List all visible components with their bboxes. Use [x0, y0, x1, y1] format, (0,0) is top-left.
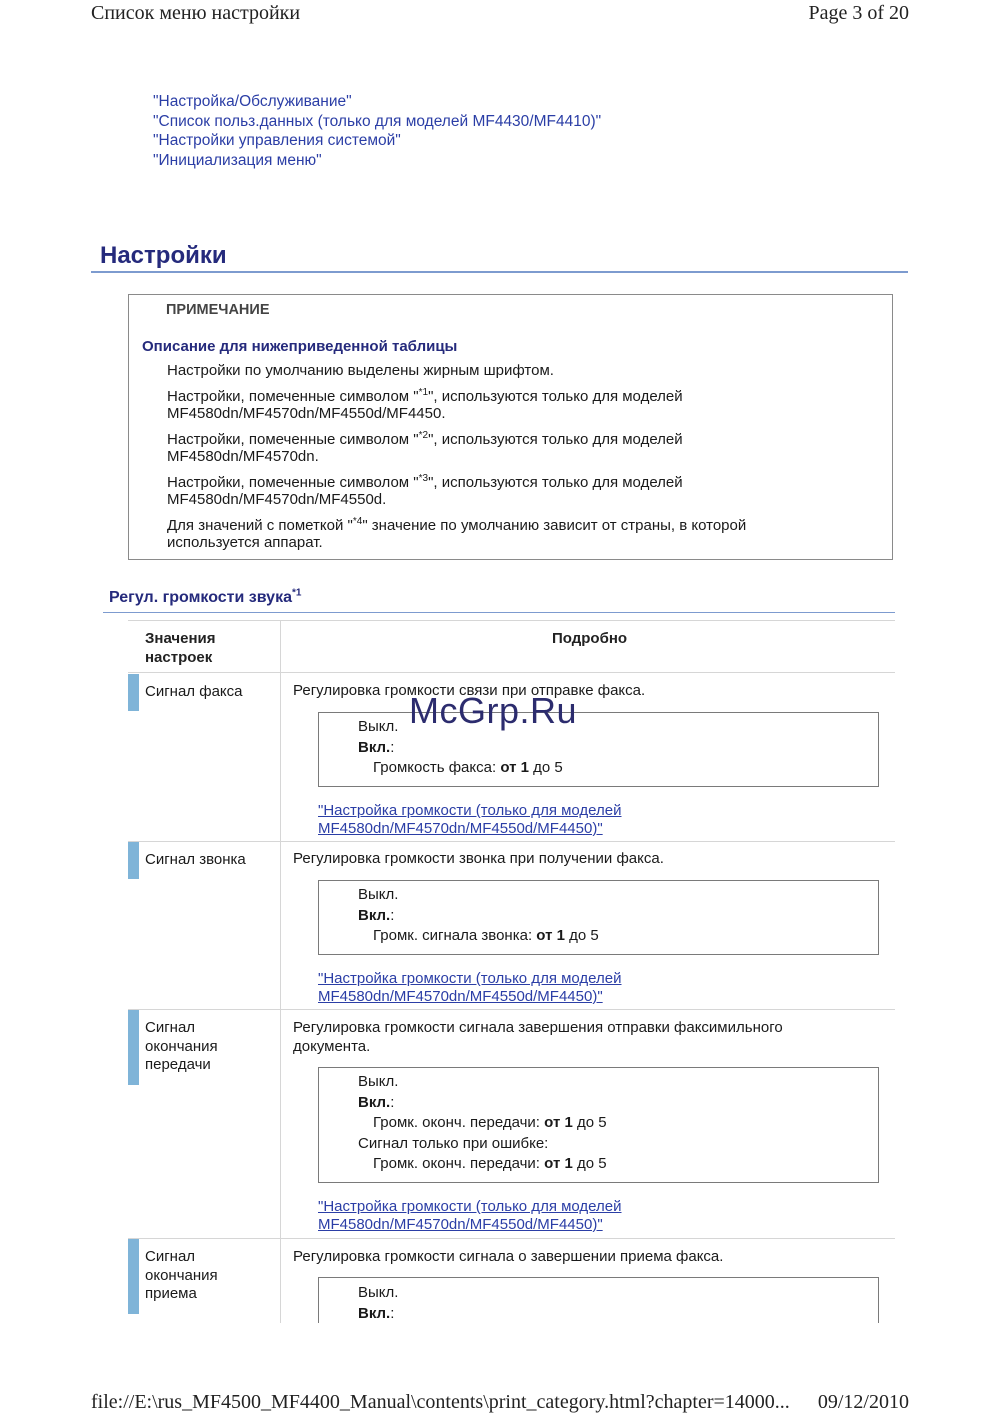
table-header-details: Подробно	[552, 630, 628, 647]
page-footer-path: file://E:\rus_MF4500_MF4400_Manual\contents\print_category.html?chapter=14000...	[91, 1391, 790, 1413]
link-volume-settings[interactable]: "Настройка громкости (только для моделей MF4580dn/MF4570dn/MF4550d/MF4450)"	[318, 802, 622, 837]
table-row-border	[128, 841, 895, 842]
link-user-data-list[interactable]: "Список польз.данных (только для моделей MF4430/MF4410)"	[153, 112, 602, 130]
row-description: Регулировка громкости сигнала о завершении приема факса.	[293, 1248, 724, 1265]
note-line-mark2: Настройки, помеченные символом "$^{*2}$", используются только для моделей MF4580dn/MF4570dn.	[167, 429, 683, 465]
page-number: Page 3 of 20	[808, 2, 909, 24]
table-column-divider	[280, 620, 281, 1323]
note-line-mark4: Для значений с пометкой "$^{*4}$" значение по умолчанию зависит от страны, в которой используется аппарат.	[167, 515, 747, 551]
row-label-rx-done-signal: Сигнал окончания приема	[145, 1248, 218, 1302]
note-subtitle: Описание для нижеприведенной таблицы	[142, 338, 458, 355]
link-volume-settings[interactable]: "Настройка громкости (только для моделей MF4580dn/MF4570dn/MF4550d/MF4450)"	[318, 1198, 622, 1233]
note-title: ПРИМЕЧАНИЕ	[166, 302, 270, 318]
row-description: Регулировка громкости связи при отправке факса.	[293, 682, 646, 699]
note-body	[167, 362, 867, 560]
link-volume-settings[interactable]: "Настройка громкости (только для моделей MF4580dn/MF4570dn/MF4550d/MF4450)"	[318, 970, 622, 1005]
row-marker-bar	[128, 674, 139, 711]
row-label-tx-done-signal: Сигнал окончания передачи	[145, 1019, 218, 1073]
link-system-management[interactable]: "Настройки управления системой"	[153, 132, 401, 149]
row-label-ring-signal: Сигнал звонка	[145, 851, 246, 868]
section-divider	[91, 271, 908, 273]
note-line-mark1: Настройки, помеченные символом "$^{*1}$", используются только для моделей MF4580dn/MF4570dn/MF4550d/MF4450.	[167, 386, 683, 422]
table-row-border	[128, 1009, 895, 1010]
row-description: Регулировка громкости звонка при получении факса.	[293, 850, 664, 867]
row-label-fax-signal: Сигнал факса	[145, 683, 243, 700]
values-list: Выкл. Вкл.: Громк. сигнала звонка: от 1 до 5	[358, 886, 599, 944]
related-links	[153, 92, 601, 170]
link-menu-initialization[interactable]: "Инициализация меню"	[153, 151, 322, 169]
values-box	[318, 1277, 879, 1323]
watermark: McGrp.Ru	[409, 690, 578, 731]
section-title: Настройки	[100, 242, 227, 269]
table-top-border	[128, 620, 895, 621]
values-list: Выкл. Вкл.: Громкость факса: от 1 до 5	[358, 718, 563, 776]
note-line-mark3: Настройки, помеченные символом "$^{*3}$", используются только для моделей MF4580dn/MF4570dn/MF4550d.	[167, 472, 683, 508]
page-header-title: Список меню настройки	[91, 2, 301, 24]
table-header-border	[128, 672, 895, 673]
values-list: Выкл. Вкл.:	[358, 1284, 399, 1322]
row-marker-bar	[128, 1239, 139, 1314]
row-marker-bar	[128, 842, 139, 879]
note-line-bold-defaults: Настройки по умолчанию выделены жирным шрифтом.	[167, 362, 554, 379]
table-row-border	[128, 1238, 895, 1239]
row-marker-bar	[128, 1010, 139, 1085]
subsection-title: Регул. громкости звука$^{*1}$	[109, 587, 302, 606]
table-header-settings: Значения настроек	[145, 630, 216, 666]
page-footer-date: 09/12/2010	[817, 1391, 909, 1413]
values-list: Выкл. Вкл.: Громк. оконч. передачи: от 1 до 5 Сигнал только при ошибке: Громк. оконч. передачи: от 1 до 5	[358, 1073, 607, 1172]
row-description: Регулировка громкости сигнала завершения отправки факсимильного документа.	[293, 1019, 783, 1055]
subsection-divider	[103, 612, 895, 613]
link-setup-maintenance[interactable]: "Настройка/Обслуживание"	[153, 93, 352, 110]
